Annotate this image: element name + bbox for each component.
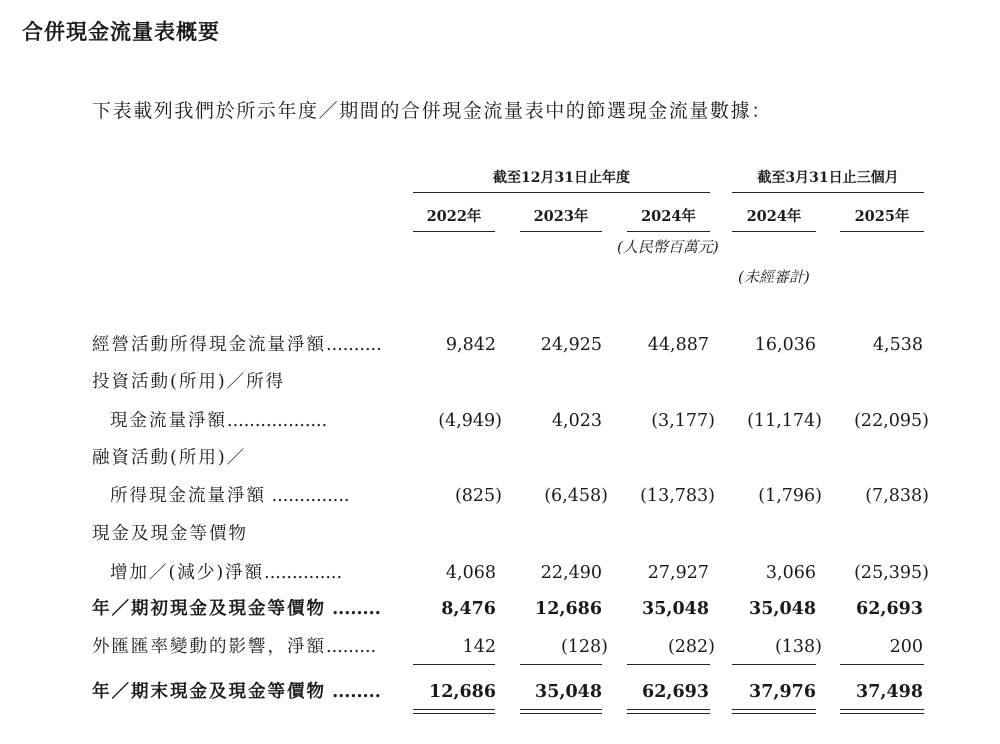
total-double-rule — [627, 709, 710, 714]
table-cell: 24,925 — [540, 335, 602, 355]
subtotal-rule — [413, 664, 495, 665]
row-label-text: 現金流量淨額 — [110, 411, 227, 431]
intro-paragraph: 下表載列我們於所示年度／期間的合併現金流量表中的節選現金流量數據： — [92, 100, 772, 122]
table-cell: (11,174) — [747, 411, 822, 431]
total-double-rule — [413, 709, 495, 714]
year-header-2024: 2024年 — [627, 205, 710, 232]
year-header-2025-q1: 2025年 — [840, 205, 924, 232]
table-cell: (6,458) — [544, 486, 608, 506]
table-cell: (4,949) — [438, 411, 502, 431]
row-label-text: 所得現金流量淨額 — [110, 486, 266, 506]
row-label-text: 投資活動(所用)／所得 — [92, 372, 286, 392]
row-label-text: 外匯匯率變動的影響，淨額 — [92, 637, 326, 657]
table-row-label: 經營活動所得現金流量淨額.......... — [92, 335, 382, 355]
row-label-text: 現金及現金等價物 — [92, 524, 248, 544]
subtotal-rule — [840, 664, 924, 665]
table-cell: 62,693 — [642, 682, 709, 702]
row-label-text: 融資活動(所用)／ — [92, 448, 247, 468]
table-row-label — [92, 370, 387, 394]
quarterly-group-header: 截至3月31日止三個月 — [732, 167, 924, 193]
subtotal-rule — [732, 664, 816, 665]
table-cell: 200 — [889, 637, 923, 657]
table-cell: (25,395) — [854, 563, 929, 583]
table-row-label — [92, 446, 387, 470]
table-cell: 35,048 — [642, 599, 709, 619]
subtotal-rule — [520, 664, 602, 665]
table-cell: (3,177) — [651, 411, 715, 431]
table-cell: 37,498 — [856, 682, 923, 702]
subtotal-rule — [627, 664, 710, 665]
row-label-text: 年／期末現金及現金等價物 — [92, 682, 326, 702]
table-cell: 3,066 — [765, 563, 816, 583]
table-cell: 37,976 — [749, 682, 816, 702]
unit-note: (人民幣百萬元) — [617, 238, 719, 256]
table-row-label: 外匯匯率變動的影響，淨額......... — [92, 637, 377, 657]
row-label-text: 經營活動所得現金流量淨額 — [92, 335, 326, 355]
year-header-2024-q1: 2024年 — [732, 205, 816, 232]
table-cell: (22,095) — [854, 411, 929, 431]
table-cell: 12,686 — [429, 682, 496, 702]
table-cell: 4,538 — [872, 335, 923, 355]
table-row-label: 年／期初現金及現金等價物 ........ — [92, 599, 381, 619]
section-heading: 合併現金流量表概要 — [22, 20, 220, 44]
table-cell: 16,036 — [754, 335, 816, 355]
table-cell: 22,490 — [540, 563, 602, 583]
table-cell: (138) — [774, 637, 822, 657]
row-label-text: 增加／(減少)淨額 — [110, 563, 265, 583]
table-cell: 44,887 — [647, 335, 709, 355]
table-cell: 142 — [462, 637, 496, 657]
table-cell: 35,048 — [749, 599, 816, 619]
unaudited-note: (未經審計) — [738, 268, 810, 286]
table-cell: 12,686 — [535, 599, 602, 619]
table-cell: 4,068 — [445, 563, 496, 583]
table-cell: (128) — [560, 637, 608, 657]
table-cell: (7,838) — [865, 486, 929, 506]
table-row-label-cont: 增加／(減少)淨額.............. — [110, 563, 343, 583]
table-cell: 4,023 — [551, 411, 602, 431]
table-cell: (282) — [667, 637, 715, 657]
table-cell: 9,842 — [445, 335, 496, 355]
table-row-label — [92, 522, 387, 546]
table-cell: 8,476 — [441, 599, 496, 619]
total-double-rule — [840, 709, 924, 714]
total-double-rule — [732, 709, 816, 714]
year-header-2023: 2023年 — [520, 205, 602, 232]
table-cell: 27,927 — [647, 563, 709, 583]
table-cell: (1,796) — [758, 486, 822, 506]
table-cell: (825) — [454, 486, 502, 506]
year-header-2022: 2022年 — [413, 205, 495, 232]
table-cell: 35,048 — [535, 682, 602, 702]
table-row-label-cont: 所得現金流量淨額 .............. — [110, 486, 350, 506]
table-row-label-cont: 現金流量淨額.................. — [110, 411, 328, 431]
total-double-rule — [520, 709, 602, 714]
row-label-text: 年／期初現金及現金等價物 — [92, 599, 326, 619]
table-cell: (13,783) — [640, 486, 715, 506]
table-cell: 62,693 — [856, 599, 923, 619]
annual-group-header: 截至12月31日止年度 — [413, 167, 710, 193]
table-row-label: 年／期末現金及現金等價物 ........ — [92, 682, 381, 702]
